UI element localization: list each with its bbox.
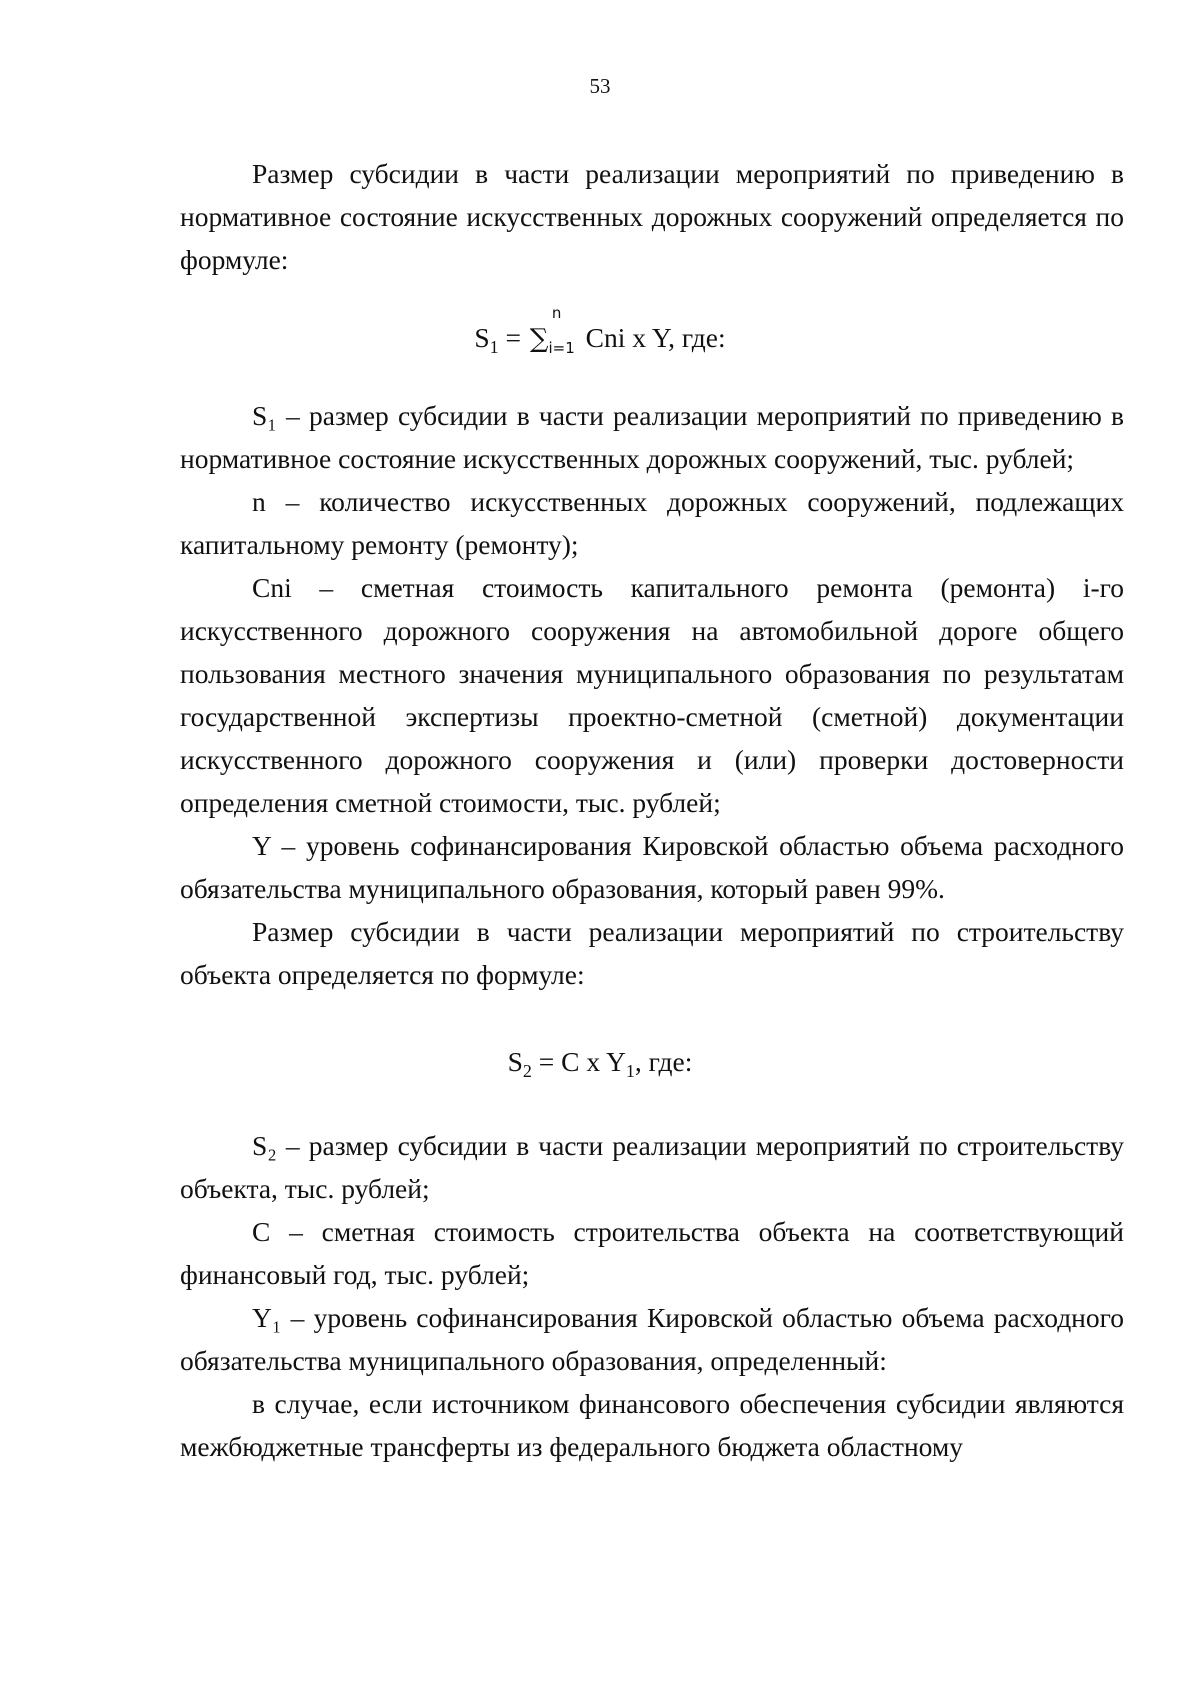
formula-s1-equals: = — [505, 322, 522, 353]
definition-cni: Cni – сметная стоимость капитального ремонта (ремонта) i-го искусственного дорожного сооружения на автомобильной дороге общего пользования местного значения муниципального образования по результатам государственной экспертизы проектно-сметной (сметной) документации искусственного дорожного сооружения и (или) проверки достоверности определения сметной стоимости, тыс. рублей; — [180, 572, 1124, 818]
definition-n: n – количество искусственных дорожных сооружений, подлежащих капитальному ремонту (ремонту); — [180, 486, 1124, 560]
sum-upper-limit: n — [551, 304, 562, 322]
section1-definitions — [180, 394, 1124, 996]
formula-s2-lhs-sub: 2 — [522, 1061, 532, 1081]
page-number: 53 — [589, 74, 611, 98]
sum-sign: ∑ — [529, 324, 549, 354]
formula-s2-mid: = C x Y — [531, 1046, 626, 1077]
formula-s2 — [0, 1042, 1200, 1082]
sum-lower-limit: i=1 — [548, 339, 575, 357]
definition-y1: Y₁ – уровень софинансирования Кировской областью объема расходного обязательства муниципального образования, определенный: — [180, 1302, 1124, 1376]
definition-s1: S₁ – размер субсидии в части реализации мероприятий по приведению в нормативное состояние искусственных дорожных сооружений, тыс. рублей; — [180, 400, 1124, 474]
condition-federal-transfers: в случае, если источником финансового обеспечения субсидии являются межбюджетные трансферты из федерального бюджета областному — [180, 1388, 1124, 1462]
section1-intro: Размер субсидии в части реализации мероприятий по приведению в нормативное состояние искусственных дорожных сооружений определяется по формуле: — [180, 158, 1124, 275]
section2-definitions — [180, 1124, 1124, 1468]
formula-s1-rhs: Cni x Y, где: — [585, 322, 726, 353]
definition-s2: S₂ – размер субсидии в части реализации мероприятий по строительству объекта, тыс. рублей; — [180, 1130, 1124, 1204]
formula-s1 — [0, 304, 1200, 368]
formula-s1-sum — [529, 304, 575, 368]
definition-y: Y – уровень софинансирования Кировской областью объема расходного обязательства муниципального образования, который равен 99%. — [180, 830, 1124, 904]
formula-s2-lhs: S — [507, 1046, 523, 1077]
formula-s2-mid-sub: 1 — [625, 1061, 635, 1081]
formula-s1-lhs-sub: 1 — [489, 337, 499, 357]
formula-s1-lhs: S — [474, 322, 490, 353]
section1-intro-block — [180, 152, 1124, 281]
definition-c: C – сметная стоимость строительства объекта на соответствующий финансовый год, тыс. рублей; — [180, 1216, 1124, 1290]
formula-s2-tail: , где: — [634, 1046, 693, 1077]
section2-intro: Размер субсидии в части реализации мероприятий по строительству объекта определяется по формуле: — [180, 916, 1124, 990]
